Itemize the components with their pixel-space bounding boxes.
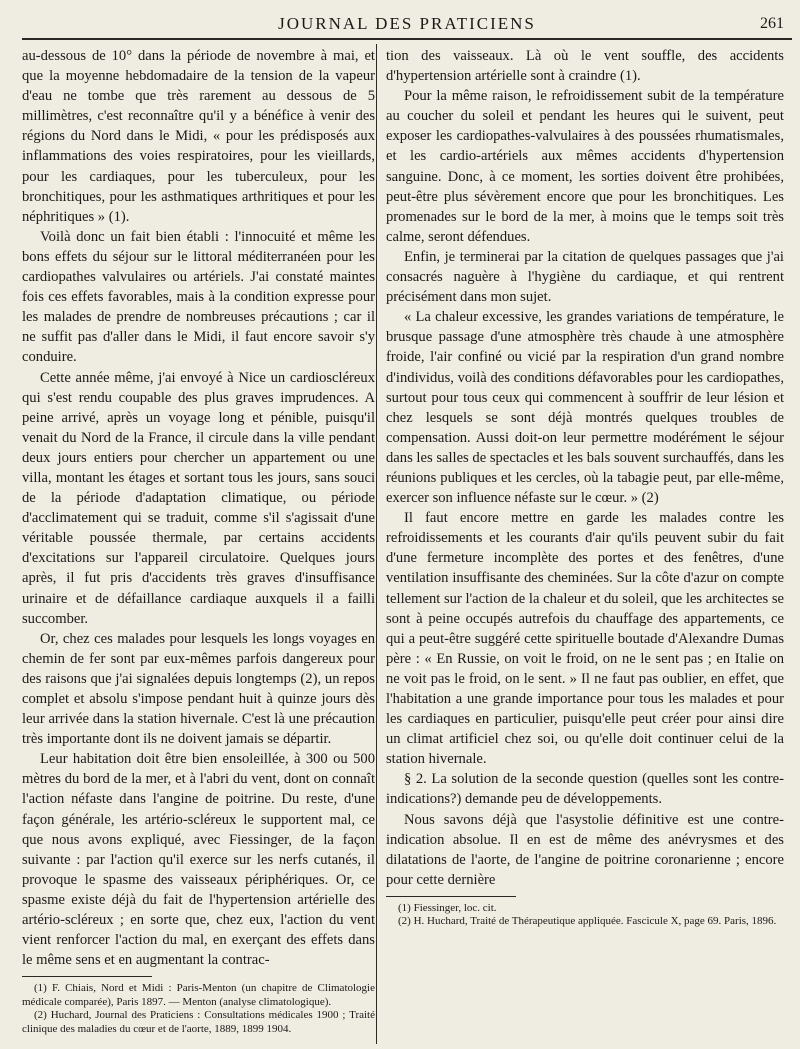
paragraph: Nous savons déjà que l'asystolie définitive est une contre-indication absolue. Il en est de même des anévrysmes et des dilatations de l'aorte, de l'angine de poitrine coronarienne ; encore pour cette dernière [386, 811, 784, 888]
left-column [22, 46, 375, 1036]
footnote-rule [386, 896, 516, 897]
paragraph: au-dessous de 10° dans la période de novembre à mai, et que la moyenne hebdomadaire de la tension de la vapeur d'eau ne tombe que très rarement au dessous de 5 millimètres, c'est reconnaître qu'il y a bénéfice à venir des régions du Nord dans le Midi, « pour les prédisposés aux inflammations des voies respiratoires, pour les vieillards, pour les cardiaques, pour les tuberculeux, pour les bronchitiques, pour les asthmatiques arthritiques et pour les néphritiques » (1). [22, 48, 375, 225]
paragraph: Cette année même, j'ai envoyé à Nice un cardioscléreux qui s'est rendu coupable des plus graves imprudences. A peine arrivé, après un voyage long et pénible, puisqu'il venait du Nord de la France, il circule dans la ville pendant deux jours entiers pour chercher un appartement ou une villa, montant les étages et sortant tous les jours, sans souci de la période d'adaptation climatique, ou période d'acclimatement qui se traduit, comme s'il s'agissait d'une véritable poussée thermale, par certains accidents d'excitations sur l'appareil circulatoire. Quelques jours après, il fut pris d'accidents très graves d'insuffisance urinaire et de défaillance cardiaque auxquels il a failli succomber. [22, 369, 375, 627]
section-paragraph: § 2. La solution de la seconde question (quelles sont les contre-indications?) demande peu de développements. [386, 771, 784, 808]
paragraph: Or, chez ces malades pour lesquels les longs voyages en chemin de fer sont par eux-mêmes parfois dangereux pour des raisons que j'ai signalées depuis longtemps (2), un repos complet et absolu s'impose pendant huit à quinze jours dès leur arrivée dans la station hivernale. C'est là une précaution très importante dont ils ne doivent jamais se départir. [22, 630, 375, 748]
running-header [22, 8, 792, 38]
right-column [386, 46, 784, 929]
footnote: (1) Fiessinger, loc. cit. [398, 901, 497, 914]
column-divider [376, 44, 377, 1044]
page-number: 261 [760, 15, 784, 32]
footnote: (1) F. Chiais, Nord et Midi : Paris-Menton (un chapitre de Climatologie médicale comparée), Paris 1897. — Menton (analyse climatologique). [22, 982, 375, 1008]
right-column-text [386, 46, 784, 890]
header-rule [22, 38, 792, 40]
left-footnotes [22, 982, 375, 1036]
right-footnotes [386, 902, 784, 929]
footnote: (2) Huchard, Journal des Praticiens : Consultations médicales 1900 ; Traité clinique des maladies du cœur et de l'aorte, 1889, 1899 1904. [22, 1009, 375, 1035]
paragraph: Il faut encore mettre en garde les malades contre les refroidissements et les courants d'air qu'ils peuvent subir du fait d'une fermeture incomplète des portes et des fenêtres, d'une ventilation insuffisante des cheminées. Sur la côte d'azur on compte tellement sur l'action de la chaleur et du soleil, que les architectes se sont à peine occupés autrefois du chauffage des appartements, ce qui a peut-être suggéré cette spirituelle boutade d'Alexandre Dumas père : « En Russie, on voit le froid, on ne le sent pas ; en Italie on ne voit pas le froid, on le sent. » Il ne faut pas oublier, en effet, que l'habitation a une grande importance pour tous les malades et pour les cardiaques en particulier, puisqu'elle peut créer pour ainsi dire un climat artificiel chez soi, ou qu'elle doit continuer celui de la station hivernale. [386, 510, 784, 768]
paragraph: Pour la même raison, le refroidissement subit de la température au coucher du soleil et pendant les heures qui le suivent, peut exposer les cardiopathes-valvulaires à des poussées rhumatismales, et les cardio-artériels aux mêmes accidents d'hypertension sanguine. Donc, à ce moment, les sorties doivent être prohibées, peut-être plus sévèrement encore que pour les bronchitiques. Les promenades sur le bord de la mer, à moins que le temps soit très calme, seront défendues. [386, 88, 784, 245]
paragraph: Voilà donc un fait bien établi : l'innocuité et même les bons effets du séjour sur le littoral méditerranéen pour les cardiopathes valvulaires ou artériels. J'ai constaté maintes fois ces effets favorables, mais à la condition expresse pour les malades de prendre de nombreuses précautions ; car il ne suffit pas d'aller dans le Midi, il faut encore savoir s'y conduire. [22, 228, 375, 366]
footnote: (2) H. Huchard, Traité de Thérapeutique appliquée. Fascicule X, page 69. Paris, 1896. [398, 915, 777, 928]
footnote-rule [22, 976, 152, 977]
paragraph: Leur habitation doit être bien ensoleillée, à 300 ou 500 mètres du bord de la mer, et à l'abri du vent, dont on connaît l'action néfaste dans l'angine de poitrine. Du reste, d'une façon générale, les artério-scléreux le supportent mal, ce que nous avons expliqué, avec Fiessinger, de la façon suivante : par l'action qu'il exerce sur les nerfs cutanés, il provoque le spasme des vaisseaux périphériques. Or, ce spasme existe déjà du fait de l'hypertension artérielle des artério-scléreux ; en sorte que, chez eux, l'action du vent vient renforcer l'action du mal, en exerçant des effets dans le même sens et en augmentant la contrac- [22, 751, 375, 969]
paragraph: tion des vaisseaux. Là où le vent souffle, des accidents d'hypertension artérielle sont à craindre (1). [386, 48, 784, 85]
journal-title: JOURNAL DES PRATICIENS [278, 14, 536, 33]
paragraph: Enfin, je terminerai par la citation de quelques passages que j'ai consacrés naguère à l'hygiène du cardiaque, et qui rentrent précisément dans mon sujet. [386, 248, 784, 306]
quotation: « La chaleur excessive, les grandes variations de température, le brusque passage d'une atmosphère très chaude à une atmosphère froide, l'air confiné ou vicié par la respiration d'un grand nombre d'individus, voilà des conditions défavorables pour les cardiopathes, surtout pour tous ceux qui commencent à souffrir de leur lésion et chez lesquels se sont déjà montrés quelques troubles de compensation. Aussi doit-on leur permettre modérément le séjour dans les salles de spectacles et les bals souvent surchauffés, dans les réunions publiques et les cercles, où la tabagie peut, par elle-même, exercer son influence néfaste sur le cœur. » (2) [386, 309, 784, 507]
left-column-text [22, 46, 375, 970]
